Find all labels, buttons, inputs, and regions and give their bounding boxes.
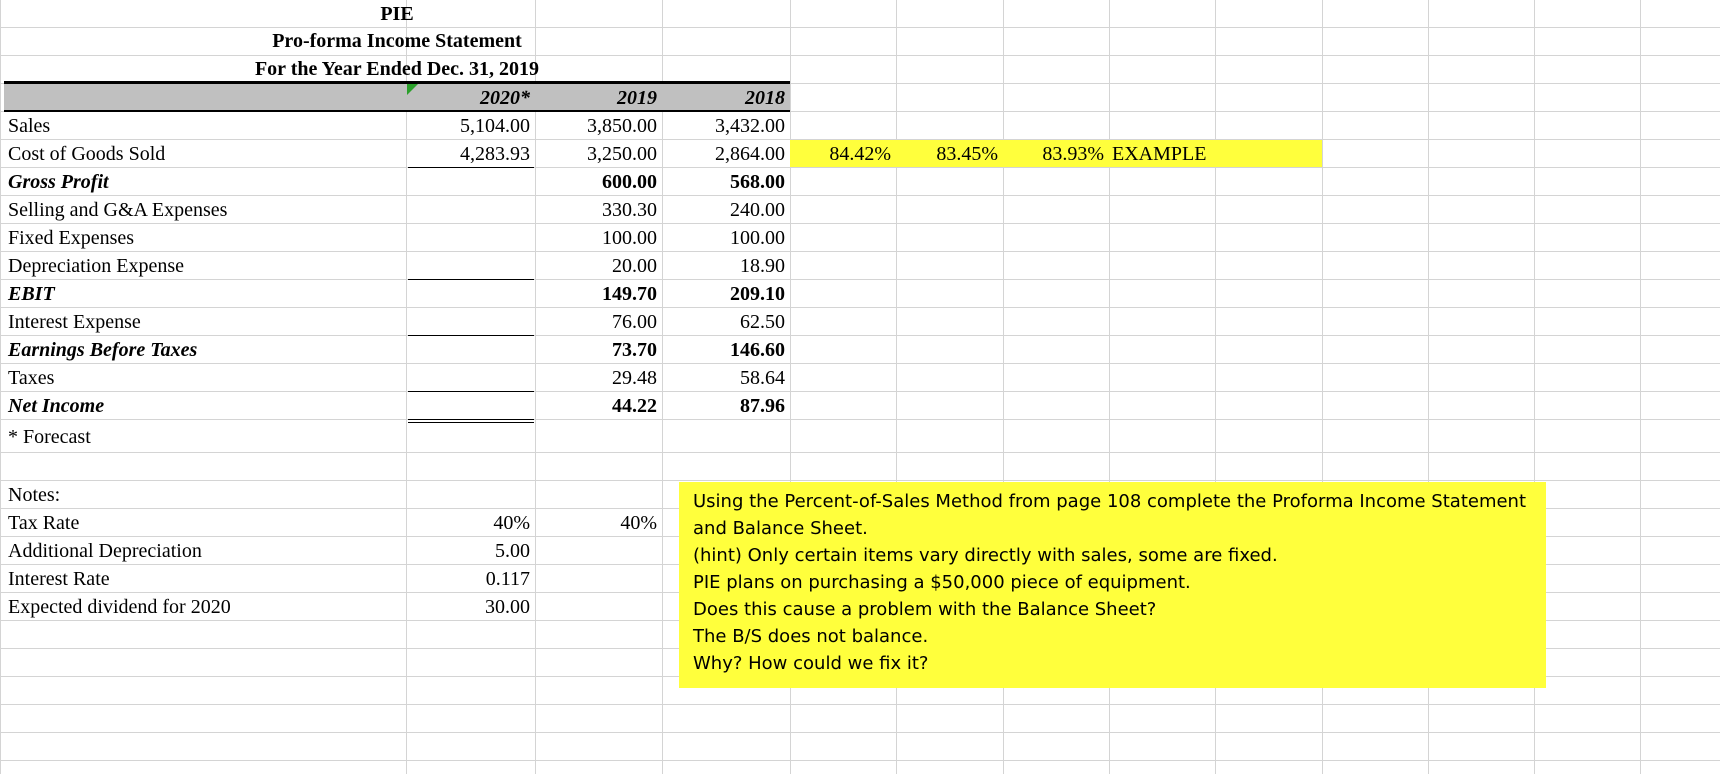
row-label-interest-expense[interactable]: Interest Expense: [8, 311, 141, 333]
ebt-2019[interactable]: 73.70: [612, 339, 657, 361]
depreciation-2018[interactable]: 18.90: [740, 255, 785, 277]
depreciation-underline-2020: [408, 279, 534, 280]
instruction-line: Why? How could we fix it?: [693, 653, 929, 674]
taxes-2018[interactable]: 58.64: [740, 367, 785, 389]
taxes-underline-2020: [408, 391, 534, 392]
tax-rate-label[interactable]: Tax Rate: [8, 512, 80, 534]
example-pct-2[interactable]: 83.45%: [936, 143, 998, 165]
interest-expense-2019[interactable]: 76.00: [612, 311, 657, 333]
header-bottom-rule: [4, 110, 790, 112]
sales-2020[interactable]: 5,104.00: [460, 115, 530, 137]
gross-profit-2019[interactable]: 600.00: [602, 171, 657, 193]
row-label-ebt[interactable]: Earnings Before Taxes: [8, 339, 198, 361]
taxes-2019[interactable]: 29.48: [612, 367, 657, 389]
row-label-cogs[interactable]: Cost of Goods Sold: [8, 143, 166, 165]
depreciation-2019[interactable]: 20.00: [612, 255, 657, 277]
ebit-2019[interactable]: 149.70: [602, 283, 657, 305]
instruction-line: Does this cause a problem with the Balance Sheet?: [693, 599, 1157, 620]
net-income-double-underline-a: [408, 419, 534, 420]
tax-rate-2020[interactable]: 40%: [493, 512, 530, 534]
forecast-note: * Forecast: [8, 426, 91, 448]
instructions-text-box[interactable]: [679, 482, 1546, 688]
selling-ga-2019[interactable]: 330.30: [602, 199, 657, 221]
fixed-expenses-2018[interactable]: 100.00: [730, 227, 785, 249]
row-label-ebit[interactable]: EBIT: [8, 283, 55, 305]
interest-expense-2018[interactable]: 62.50: [740, 311, 785, 333]
gross-profit-2018[interactable]: 568.00: [730, 171, 785, 193]
row-label-gross-profit[interactable]: Gross Profit: [8, 171, 109, 193]
sales-2019[interactable]: 3,850.00: [587, 115, 657, 137]
selling-ga-2018[interactable]: 240.00: [730, 199, 785, 221]
instruction-line: (hint) Only certain items vary directly with sales, some are fixed.: [693, 545, 1278, 566]
cogs-underline-2020: [408, 167, 534, 168]
row-label-selling-ga[interactable]: Selling and G&A Expenses: [8, 199, 228, 221]
dividend-label[interactable]: Expected dividend for 2020: [8, 596, 231, 618]
row-label-fixed-expenses[interactable]: Fixed Expenses: [8, 227, 135, 249]
interest-underline-2020: [408, 335, 534, 336]
column-header-2018[interactable]: 2018: [745, 87, 785, 109]
cogs-2020[interactable]: 4,283.93: [460, 143, 530, 165]
dividend-value[interactable]: 30.00: [485, 596, 530, 618]
column-header-2020[interactable]: 2020*: [480, 87, 530, 109]
notes-title[interactable]: Notes:: [8, 484, 61, 506]
statement-title: Pro-forma Income Statement: [272, 30, 522, 52]
example-pct-3[interactable]: 83.93%: [1042, 143, 1104, 165]
company-title: PIE: [380, 3, 414, 25]
sales-2018[interactable]: 3,432.00: [715, 115, 785, 137]
net-income-2019[interactable]: 44.22: [612, 395, 657, 417]
instruction-line: The B/S does not balance.: [693, 626, 929, 647]
instruction-line: PIE plans on purchasing a $50,000 piece of equipment.: [693, 572, 1191, 593]
instruction-line: Using the Percent-of-Sales Method from page 108 complete the Proforma Income Statement: [693, 491, 1527, 512]
example-pct-1[interactable]: 84.42%: [829, 143, 891, 165]
ebt-2018[interactable]: 146.60: [730, 339, 785, 361]
column-header-2019[interactable]: 2019: [617, 87, 657, 109]
statement-period: For the Year Ended Dec. 31, 2019: [254, 58, 540, 80]
row-label-taxes[interactable]: Taxes: [8, 367, 55, 389]
cogs-2019[interactable]: 3,250.00: [587, 143, 657, 165]
ebit-2018[interactable]: 209.10: [730, 283, 785, 305]
tax-rate-2019[interactable]: 40%: [620, 512, 657, 534]
interest-rate-label[interactable]: Interest Rate: [8, 568, 110, 590]
additional-depreciation-value[interactable]: 5.00: [495, 540, 530, 562]
row-label-sales[interactable]: Sales: [8, 115, 51, 137]
net-income-double-underline-b: [408, 422, 534, 423]
header-top-rule: [4, 81, 790, 84]
example-label[interactable]: EXAMPLE: [1112, 143, 1207, 165]
additional-depreciation-label[interactable]: Additional Depreciation: [8, 540, 202, 562]
row-label-depreciation[interactable]: Depreciation Expense: [8, 255, 185, 277]
fixed-expenses-2019[interactable]: 100.00: [602, 227, 657, 249]
instruction-line: and Balance Sheet.: [693, 518, 868, 539]
interest-rate-value[interactable]: 0.117: [485, 568, 530, 590]
row-label-net-income[interactable]: Net Income: [8, 395, 105, 417]
net-income-2018[interactable]: 87.96: [740, 395, 785, 417]
cogs-2018[interactable]: 2,864.00: [715, 143, 785, 165]
